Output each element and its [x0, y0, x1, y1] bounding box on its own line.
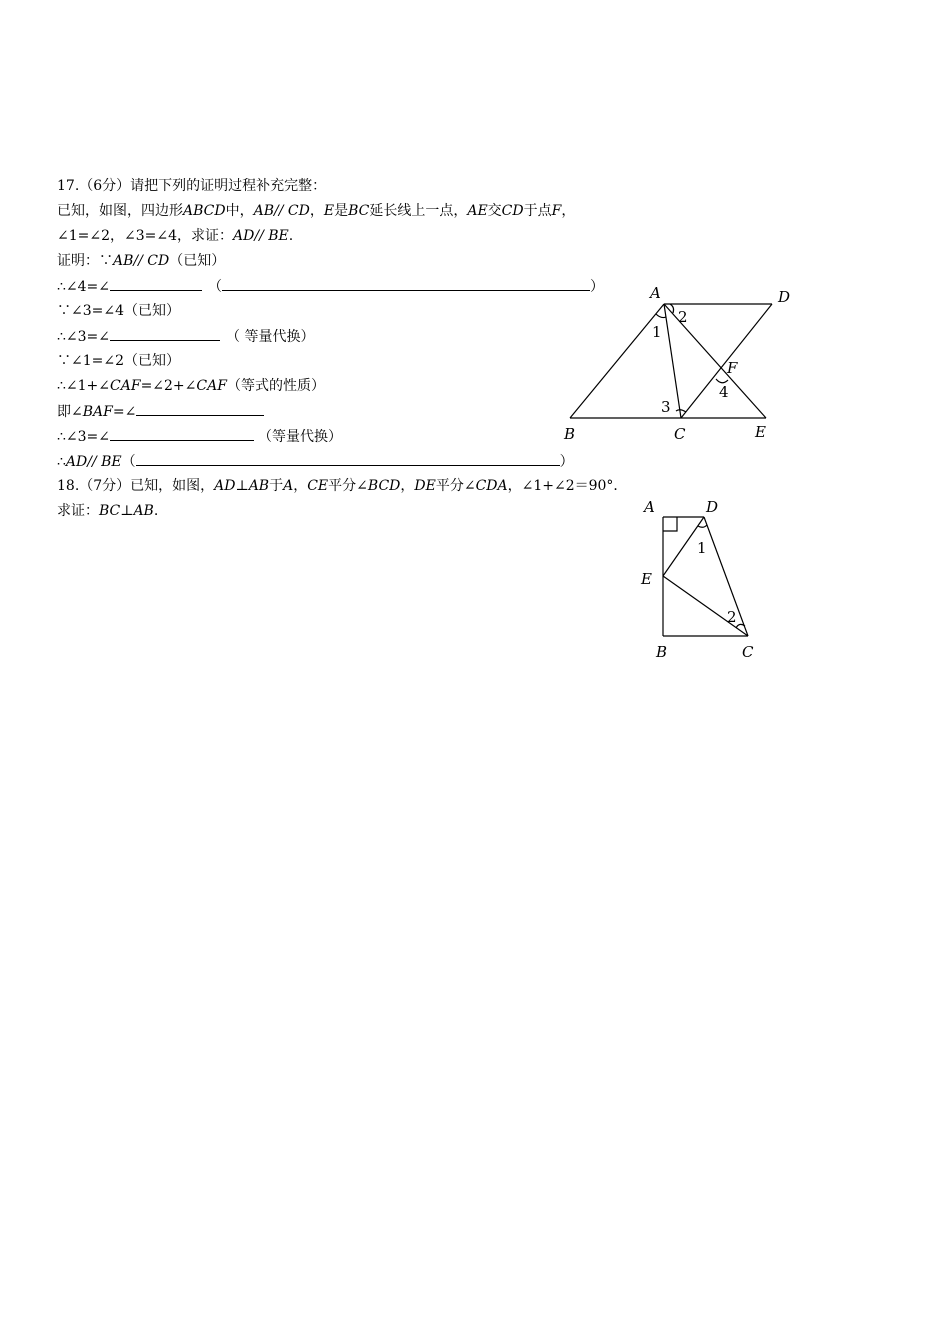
angle-label-1: 1 — [652, 323, 662, 341]
q17-proof-step6: ∴∠1+∠CAF=∠2+∠CAF（等式的性质） — [57, 378, 325, 394]
point-label-a: A — [644, 498, 655, 516]
angle-arc-2 — [736, 624, 745, 628]
q18-heading: 18.（7分）已知，如图，AD⊥AB于A，CE平分∠BCD，DE平分∠CDA，∠1+∠2＝90°． — [57, 478, 628, 494]
q17-proof-step1: 证明：∵AB// CD（已知） — [57, 253, 226, 269]
angle-label-1: 1 — [697, 539, 707, 557]
answer-blank-reason1[interactable] — [222, 276, 590, 291]
angle-label-2: 2 — [727, 608, 737, 626]
q17-proof-step9: ∴AD// BE（ ） — [57, 451, 574, 472]
q18-prove: 求证：BC⊥AB. — [57, 503, 159, 519]
segment-ab — [570, 304, 664, 418]
q17-proof-step8: ∴∠3=∠ （等量代换） — [57, 426, 342, 447]
q17-given-line2: ∠1=∠2，∠3=∠4，求证：AD// BE. — [57, 228, 294, 244]
q17-proof-step2: ∴∠4=∠ （ ） — [57, 276, 604, 297]
segment-ec — [663, 576, 748, 636]
q18-figure — [636, 494, 766, 664]
answer-blank-angle-baf[interactable] — [136, 401, 264, 416]
q17-proof-step4: ∴∠3=∠ （ 等量代换） — [57, 326, 314, 347]
point-label-d: D — [706, 498, 719, 516]
angle-arc-1 — [656, 314, 666, 318]
answer-blank-reason2[interactable] — [136, 451, 560, 466]
point-label-e: E — [755, 423, 766, 441]
q17-proof-step3: ∵∠3=∠4（已知） — [57, 303, 181, 319]
q17-figure — [560, 282, 800, 447]
q17-heading: 17.（6分）请把下列的证明过程补充完整： — [57, 178, 327, 194]
answer-blank-angle3b[interactable] — [110, 426, 254, 441]
point-label-a: A — [650, 284, 661, 302]
answer-blank-angle3[interactable] — [110, 326, 220, 341]
angle-label-2: 2 — [678, 308, 688, 326]
right-angle-mark — [663, 517, 677, 531]
point-label-c: C — [742, 643, 754, 661]
angle-label-3: 3 — [661, 398, 671, 416]
angle-arc-1 — [698, 525, 707, 527]
point-label-f: F — [727, 359, 738, 377]
point-label-c: C — [674, 425, 686, 443]
q17-proof-step7: 即∠BAF=∠ — [57, 401, 264, 422]
q17-proof-step5: ∵∠1=∠2（已知） — [57, 353, 181, 369]
point-label-b: B — [656, 643, 668, 661]
point-label-e: E — [641, 570, 652, 588]
segment-dc — [704, 517, 748, 636]
point-label-d: D — [778, 288, 791, 306]
angle-arc-3 — [676, 410, 686, 412]
answer-blank-angle4[interactable] — [110, 276, 202, 291]
q17-given-line1: 已知，如图，四边形ABCD中，AB// CD，E是BC延长线上一点，AE交CD于点F， — [57, 203, 576, 219]
angle-label-4: 4 — [719, 383, 729, 401]
point-label-b: B — [564, 425, 576, 443]
